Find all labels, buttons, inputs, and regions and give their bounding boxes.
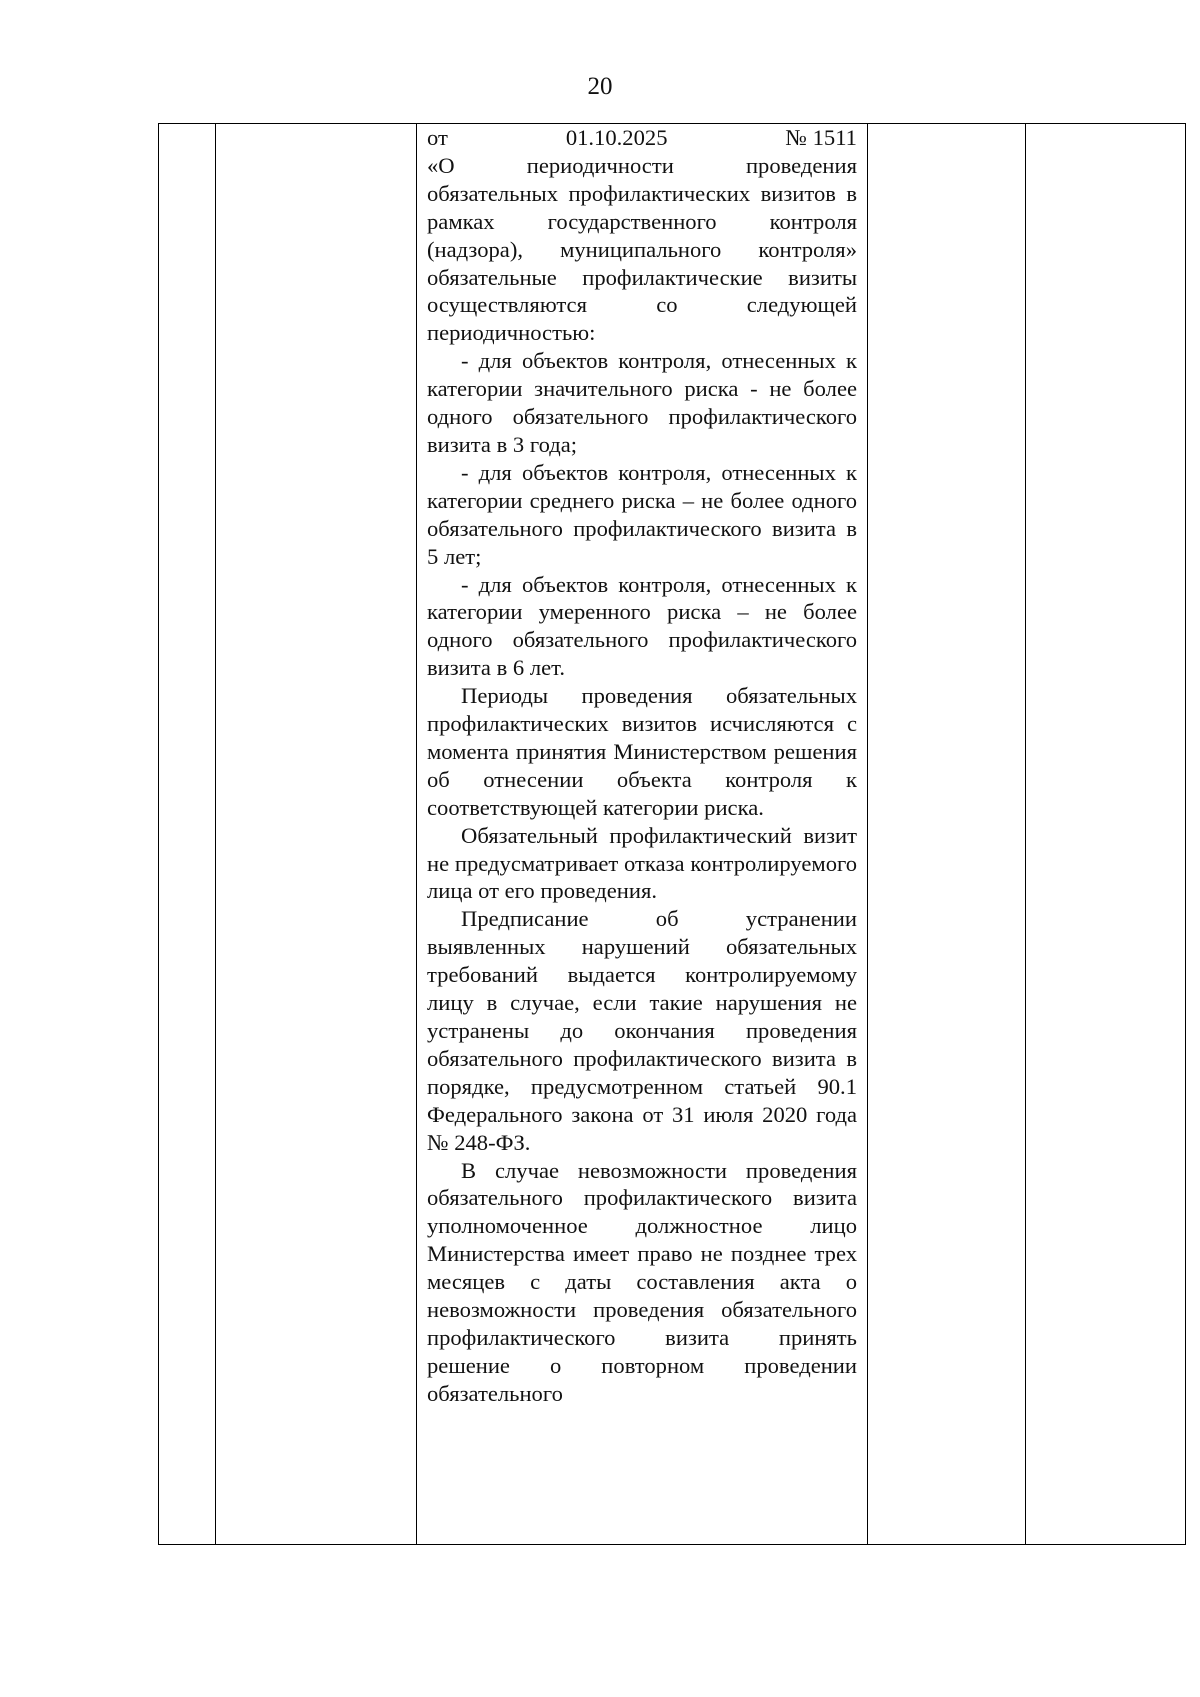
table-cell-col-5 bbox=[1026, 124, 1186, 1545]
table-cell-col-4 bbox=[868, 124, 1026, 1545]
paragraph: «О периодичности проведения обязательных профилактических визитов в рамках государственного контроля (надзора), муниципального контроля» обязательные профилактические визиты осуществляются со следующей периодичностью: bbox=[427, 152, 857, 346]
reference-from: от bbox=[427, 125, 448, 150]
table-cell-col-1 bbox=[159, 124, 216, 1545]
paragraph: Обязательный профилактический визит не предусматривает отказа контролируемого лица от его проведения. bbox=[427, 822, 857, 904]
paragraphs-container bbox=[427, 152, 857, 1408]
paragraph: Предписание об устранении выявленных нарушений обязательных требований выдается контролируемому лицу в случае, если такие нарушения не устранены до окончания проведения обязательного профилактического визита в порядке, предусмотренном статьей 90.1 Федерального закона от 31 июля 2020 года № 248-ФЗ. bbox=[427, 906, 857, 1155]
table-cell-col-2 bbox=[216, 124, 417, 1545]
reference-date: 01.10.2025 bbox=[565, 125, 668, 150]
paragraph: - для объектов контроля, отнесенных к категории среднего риска – не более одного обязательного профилактического визита в 5 лет; bbox=[427, 459, 857, 569]
document-reference-line bbox=[427, 124, 857, 152]
table-row bbox=[159, 124, 1186, 1545]
reference-number: № 1511 bbox=[785, 125, 857, 150]
paragraph: В случае невозможности проведения обязательного профилактического визита уполномоченное должностное лицо Министерства имеет право не позднее трех месяцев с даты составления акта о невозможности проведения обязательного профилактического визита принять решение о повторном проведении обязательного bbox=[427, 1157, 857, 1406]
paragraph: - для объектов контроля, отнесенных к категории умеренного риска – не более одного обязательного профилактического визита в 6 лет. bbox=[427, 571, 857, 681]
paragraph: - для объектов контроля, отнесенных к категории значительного риска - не более одного обязательного профилактического визита в 3 года; bbox=[427, 348, 857, 457]
document-table bbox=[158, 123, 1186, 1545]
paragraph: Периоды проведения обязательных профилактических визитов исчисляются с момента принятия Министерством решения об отнесении объекта контроля к соответствующей категории риска. bbox=[427, 683, 857, 820]
page-number: 20 bbox=[587, 73, 613, 100]
table-cell-text bbox=[417, 124, 868, 1545]
